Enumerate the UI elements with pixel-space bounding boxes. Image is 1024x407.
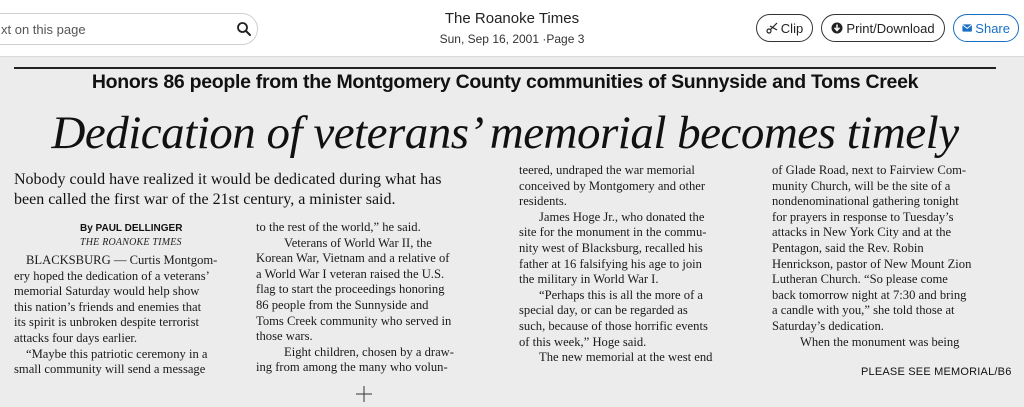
text-line: “Maybe this patriotic ceremony in a xyxy=(26,346,208,361)
article-headline: Dedication of veterans’ memorial becomes timely xyxy=(51,107,959,159)
article-column-2 xyxy=(256,220,506,376)
continuation-reference: PLEASE SEE MEMORIAL/B6 xyxy=(861,366,1012,378)
text-line: to the rest of the world,” he said. xyxy=(256,220,421,234)
page-title-block xyxy=(380,10,644,48)
article-column-4 xyxy=(772,163,1004,350)
search-icon[interactable] xyxy=(236,21,252,37)
viewer-toolbar xyxy=(0,0,1024,57)
text-line: Eight children, chosen by a draw- xyxy=(284,344,454,359)
page-date-and-number: Sun, Sep 16, 2001 ·Page 3 xyxy=(439,32,585,46)
text-line: nity west of Blacksburg, recalled his xyxy=(519,240,703,255)
download-icon xyxy=(831,22,843,34)
share-button-label: Share xyxy=(975,20,1010,36)
text-line: conceived by Montgomery and other xyxy=(519,178,706,193)
newspaper-clipping xyxy=(0,57,1024,407)
article-column-3 xyxy=(519,163,759,366)
text-line: small community will send a message xyxy=(14,362,206,377)
deck-line: been called the first war of the 21st century, a minister said. xyxy=(14,191,396,208)
byline-organization: THE ROANOKE TIMES xyxy=(80,237,182,248)
top-rule xyxy=(14,67,996,69)
clip-button-label: Clip xyxy=(780,20,804,36)
text-line: When the monument was being xyxy=(800,334,960,349)
text-line: Henrickson, pastor of New Mount Zion xyxy=(772,256,972,271)
text-line: James Hoge Jr., who donated the xyxy=(539,209,705,224)
text-line: BLACKSBURG — Curtis Montgom- xyxy=(26,253,218,267)
text-line: of this week,” Hoge said. xyxy=(519,334,647,349)
article-kicker: Honors 86 people from the Montgomery County communities of Sunnyside and Toms Creek xyxy=(91,71,919,93)
text-line: the military in World War I. xyxy=(519,272,659,287)
text-line: Korean War, Vietnam and a relative of xyxy=(256,251,450,266)
text-line: Toms Creek community who served in xyxy=(256,313,452,328)
search-box[interactable] xyxy=(0,13,258,45)
text-line: teered, undraped the war memorial xyxy=(519,163,695,177)
text-line: The new memorial at the west end xyxy=(539,350,713,365)
text-line: those wars. xyxy=(256,329,313,344)
scissors-icon xyxy=(766,22,778,34)
print-download-label: Print/Download xyxy=(846,20,935,36)
text-line: Lutheran Church. “So please come xyxy=(772,272,948,287)
text-line: nondenominational gathering tonight xyxy=(772,194,959,209)
clip-button[interactable] xyxy=(756,14,813,42)
text-line: memorial Saturday would help show xyxy=(14,284,200,299)
text-line: of Glade Road, next to Fairview Com- xyxy=(772,163,967,177)
text-line: attacks four days earlier. xyxy=(14,330,138,345)
text-line: site for the monument in the commu- xyxy=(519,225,707,240)
print-download-button[interactable] xyxy=(821,14,945,42)
text-line: Pentagon, said the Rev. Robin xyxy=(772,240,924,255)
text-line: special day, or can be regarded as xyxy=(519,303,688,318)
text-line: for prayers in response to Tuesday’s xyxy=(772,209,954,224)
text-line: a World War I veteran raised the U.S. xyxy=(256,266,445,281)
text-line: such, because of those horrific events xyxy=(519,318,708,333)
text-line: ing from among the many who volun- xyxy=(256,360,448,375)
text-line: residents. xyxy=(519,194,567,209)
article-column-1 xyxy=(14,253,246,378)
article-deck xyxy=(14,170,504,210)
text-line: its spirit is unbroken despite terrorist xyxy=(14,315,200,330)
text-line: this nation’s friends and enemies that xyxy=(14,299,202,314)
text-line: ery hoped the dedication of a veterans’ xyxy=(14,268,210,283)
page-title: The Roanoke Times xyxy=(444,10,580,27)
text-line: father at 16 falsifying his age to join xyxy=(519,256,702,271)
text-line: a candle with you,” she told those at xyxy=(772,303,955,318)
crosshair-cursor-icon xyxy=(355,385,373,403)
text-line: Veterans of World War II, the xyxy=(284,235,432,250)
mail-icon xyxy=(962,23,972,33)
byline: By PAUL DELLINGER xyxy=(80,223,183,234)
text-line: Saturday’s dedication. xyxy=(772,318,884,333)
text-line: back tomorrow night at 7:30 and bring xyxy=(772,287,967,302)
search-input[interactable] xyxy=(1,20,211,38)
text-line: “Perhaps this is all the more of a xyxy=(539,287,704,302)
text-line: flag to start the proceedings honoring xyxy=(256,282,445,297)
text-line: attacks in New York City and at the xyxy=(772,225,952,240)
text-line: 86 people from the Sunnyside and xyxy=(256,297,429,312)
share-button[interactable] xyxy=(953,14,1019,42)
text-line: munity Church, will be the site of a xyxy=(772,178,951,193)
deck-line: Nobody could have realized it would be dedicated during what has xyxy=(14,171,442,188)
